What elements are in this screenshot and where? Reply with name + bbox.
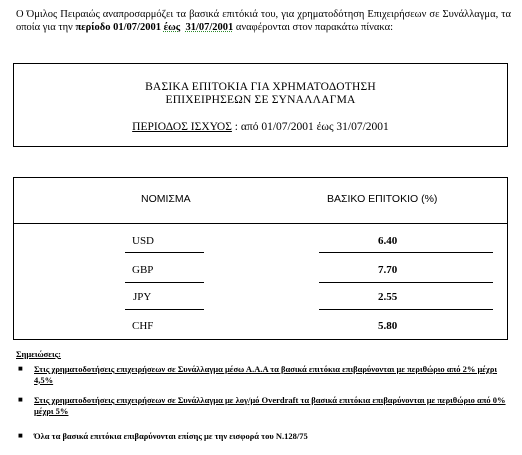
notes-section <box>16 349 511 441</box>
intro-paragraph <box>16 8 511 34</box>
validity-period-label: ΠΕΡΙΟΔΟΣ ΙΣΧΥΟΣ <box>132 121 232 133</box>
intro-period-until: έως <box>163 22 181 33</box>
rates-table <box>13 177 508 340</box>
row-divider-rate <box>319 252 493 253</box>
row-divider-currency <box>125 309 204 310</box>
header-divider <box>14 223 507 224</box>
header-title-line2: ΕΠΙΧΕΙΡΗΣΕΩΝ ΣΕ ΣΥΝΑΛΛΑΓΜΑ <box>165 94 356 106</box>
row-divider-rate <box>319 309 493 310</box>
rate-cell: 6.40 <box>378 235 398 247</box>
column-header-currency: ΝΟΜΙΣΜΑ <box>141 193 191 205</box>
validity-period-value: : από 01/07/2001 έως 31/07/2001 <box>231 121 389 133</box>
notes-title: Σημειώσεις: <box>16 349 61 359</box>
intro-text-end: αναφέρονται στον παρακάτω πίνακα: <box>233 22 394 33</box>
rate-cell: 7.70 <box>378 264 398 276</box>
currency-cell: JPY <box>133 291 152 303</box>
column-header-base-rate: ΒΑΣΙΚΟ ΕΠΙΤΟΚΙΟ (%) <box>327 193 438 205</box>
header-title-line1: ΒΑΣΙΚΑ ΕΠΙΤΟΚΙΑ ΓΙΑ ΧΡΗΜΑΤΟΔΟΤΗΣΗ <box>145 81 376 93</box>
currency-cell: USD <box>132 235 155 247</box>
note-text-plain: Όλα τα βασικά επιτόκια επιβαρύνονται επίσης με την εισφορά του Ν.128/75 <box>34 431 308 441</box>
note-text <box>34 364 507 385</box>
row-divider-currency <box>125 282 204 283</box>
intro-text: Ο Όμιλος Πειραιώς αναπροσαρμόζει τα βασικά επιτόκιά του, για χρηματοδότηση Επιχειρήσεων σε Συνάλλαγμα, τα οποία για την <box>16 9 511 33</box>
note-text <box>34 395 507 416</box>
rates-header-box <box>13 63 508 147</box>
bullet-icon: ■ <box>18 364 23 373</box>
rate-cell: 2.55 <box>378 291 398 303</box>
row-divider-currency <box>125 252 204 253</box>
note-text <box>34 431 507 442</box>
validity-period <box>14 121 507 134</box>
note-text-underlined: Στις χρηματοδοτήσεις επιχειρήσεων σε Συνάλλαγμα μέσω Α.Α.Α τα βασικά επιτόκια επιβαρύνονται με περιθώριο από 2% μέχρι 4,5% <box>34 364 498 385</box>
note-text-underlined: Στις χρηματοδοτήσεις επιχειρήσεων σε Συνάλλαγμα με λογ/μό Overdraft τα βασικά επιτόκια επιβαρύνονται με περιθώριο από 0% μέχρι 5% <box>34 395 506 416</box>
row-divider-rate <box>319 282 493 283</box>
intro-period-label: περίοδο 01/07/2001 <box>75 22 161 33</box>
intro-period-end: 31/07/2001 <box>185 22 234 33</box>
currency-cell: CHF <box>132 320 154 332</box>
bullet-icon: ■ <box>18 395 23 404</box>
bullet-icon: ■ <box>18 431 23 440</box>
currency-cell: GBP <box>132 264 154 276</box>
rate-cell: 5.80 <box>378 320 398 332</box>
